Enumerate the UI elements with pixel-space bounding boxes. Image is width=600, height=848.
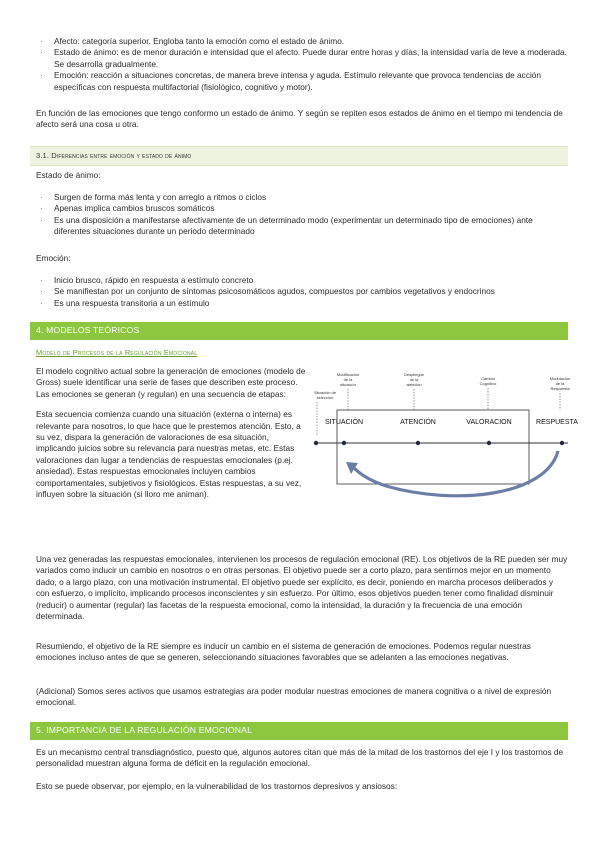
importance-paragraph-1: Es un mecanismo central transdiagnóstico, puesto que, algunos autores citan que más de la mitad de los trastornos del eje I y los trastornos de personalidad muestran alguna forma de déficit en la regulación emocional. [36,747,564,769]
regulation-paragraph-3: (Adicional) Somos seres activos que usamos estrategias ara poder modular nuestras emociones de manera cognitiva o a nivel de expresión emocional. [36,686,552,708]
importance-paragraph-2: Esto se puede observar, por ejemplo, en la vulnerabilidad de los trastornos depresivos y ansiosos: [36,781,398,791]
stage-labels [325,417,578,426]
feedback-arrow [354,451,558,496]
section-4-subtitle: Modelo de Procesos de la Regulación Emocional [36,348,198,357]
emocion-list [36,275,568,309]
top-bullet-list [36,36,568,93]
section-5-header [30,722,568,740]
section-4-title: 4. MODELOS TEÓRICOS [36,325,140,335]
dot-situacion [342,441,346,445]
dashed-pointers [317,388,560,436]
dot-respuesta [560,441,564,445]
stage-respuesta: RESPUESTA [536,419,578,426]
emocion-label: Emoción: [36,253,71,263]
dot-valoracion [487,441,491,445]
bullet-emocion: · Emoción: reacción a situaciones concretas, de manera breve intensa y aguda. Estímulo relevante que provoca tendencias de acción específicas con respuesta multifactorial (fisiológico, cognitivo y motor). [36,70,568,93]
list-item: · Inicio brusco, rápido en respuesta a estímulo concreto [36,275,568,286]
bullet-estado-animo: · Estado de ánimo: es de menor duración e intensidad que el afecto. Puede durar entre horas y días, la intensidad varía de leve a moderada. Se desarrolla gradualmente. [36,47,568,70]
label-cambio: Cambio Cognitivo [479,376,497,386]
label-modulacion: Modulación de la Respuesta [549,376,571,391]
stage-valoracion: VALORACION [466,419,512,426]
regulation-paragraph-2: Resumiendo, el objetivo de la RE siempre es inducir un cambio en el sistema de generación de emociones. Podemos regular nuestras emociones incluso antes de que se generen, seleccionando situaciones favorables que se adelanten a las emociones negativas. [36,641,531,663]
estado-animo-list [36,192,568,238]
left-column [36,366,306,500]
section-4-header [30,322,568,340]
label-modificacion: Modificación de la situación [336,372,360,387]
list-item: · Surgen de forma más lenta y con arreglo a ritmos o ciclos [36,192,568,203]
estado-animo-label: Estado de ánimo: [36,170,101,180]
stage-situacion: SITUACIÓN [324,419,364,426]
dot-atencion [416,441,420,445]
list-item: · Apenas implica cambios bruscos somáticos [36,203,568,214]
model-paragraph-1: El modelo cognitivo actual sobre la generación de emociones (modelo de Gross) suele identificar una serie de fases que describen este proceso. Las emociones se generan (y regulan) en una secuencia de etapas: [36,366,306,399]
section-3-1-header [30,146,568,166]
list-item: · Es una respuesta transitoria a un estímulo [36,298,568,309]
intro-paragraph: En función de las emociones que tengo conformo un estado de ánimo. Y según se repiten esos estados de ánimo en el tiempo mi tendencia de afecto será una cosa u otra. [36,108,563,130]
section-3-1-title: 3.1. Diferencias entre emoción y estado de ánimo [36,151,192,160]
list-item: · Se manifiestan por un conjunto de síntomas psicosomáticos agudos, compuestos por cambios vegetativos y endocrinos [36,286,568,297]
model-paragraph-2: Esta secuencia comienza cuando una situación (externa o interna) es relevante para nosotros, lo que hace que le prestemos atención. Esto, a su vez, dispara la generación de valoraciones de esa situación, implicando juicios sobre su relevancia para nuestras metas, etc. Estas valoraciones dan lugar a tendencias de respuestas emocionales (p.ej. ansiedad). Estas respuestas emocionales incluyen cambios comportamentales, subjetivos y fisiológicos. Estas respuestas, a su vez, influyen sobre la situación (si lloro me animan). [36,409,302,500]
bullet-afecto: · Afecto: categoría superior. Engloba tanto la emoción como el estado de ánimo. [36,36,568,47]
diagram-top-labels [314,372,570,400]
dot-start [314,441,318,445]
list-item: · Es una disposición a manifestarse afectivamente de un determinado modo (experimentar un determinado tipo de emociones) ante diferentes situaciones durante un periodo determinado [36,215,568,238]
label-despliegue: Despliegue de la atención [403,372,425,387]
section-5-title: 5. IMPORTANCIA DE LA REGULACIÓN EMOCIONAL [36,725,253,735]
label-seleccion: Situación de selección [313,390,337,400]
regulation-paragraph-1: Una vez generadas las respuestas emocionales, intervienen los procesos de regulación emocional (RE). Los objetivos de la RE pueden ser muy variados como inducir un cambio en nosotros o en otras personas. El objetivo puede ser a corto plazo, para sentirnos mejor en un momento dado, o a largo plazo, con una motivación instrumental. El objetivo puede ser explícito, es decir, poniendo en marcha procesos deliberados y con esfuerzo, o implícito, implicando procesos inconscientes y sin esfuerzo. Por último, esos objetivos pueden tener como finalidad disminuir (reducir) o aumentar (regular) las facetas de la respuesta emocional, como la intensidad, la duración y la frecuencia de una emoción determinada. [36,554,568,622]
gross-model-diagram [306,368,582,518]
stage-atencion: ATENCIÓN [400,419,436,426]
